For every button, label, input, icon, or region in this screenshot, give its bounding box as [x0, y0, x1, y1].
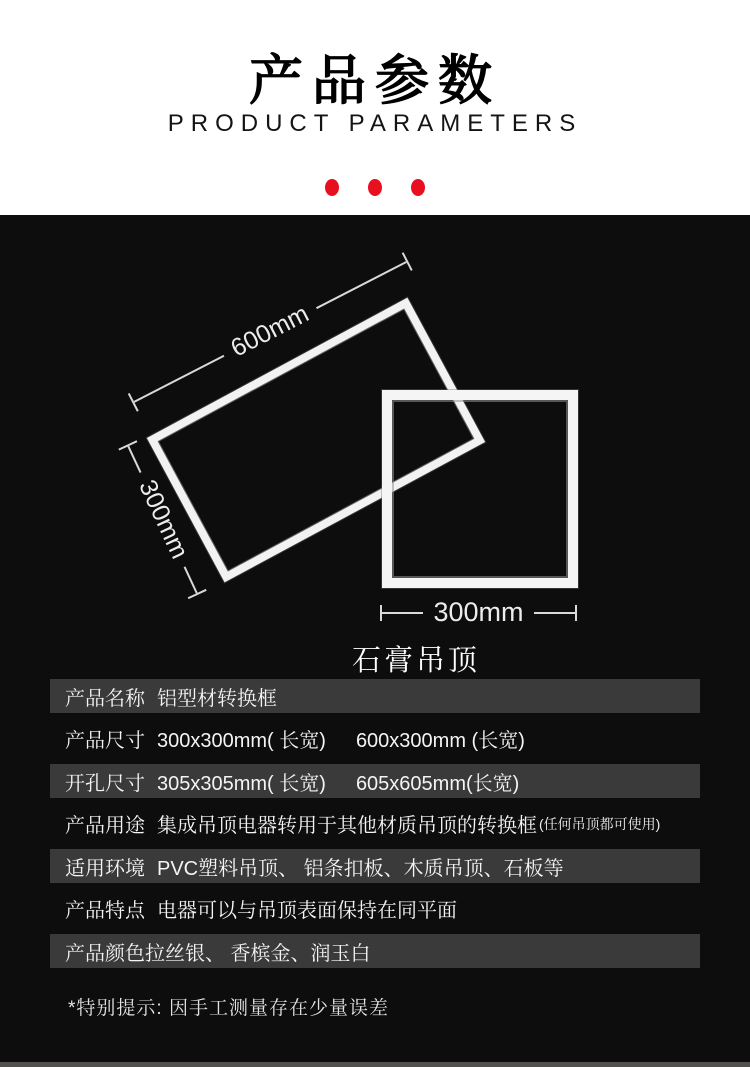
page-title: 产品参数	[249, 51, 501, 111]
dimension-label: 300mm	[433, 597, 524, 627]
spec-label: 产品特点	[65, 900, 145, 922]
dimension-line	[534, 612, 575, 614]
spec-row-features	[50, 892, 700, 926]
dimension-line	[184, 566, 198, 593]
spec-table	[0, 679, 750, 977]
page-subtitle: PRODUCT PARAMETERS	[167, 110, 583, 137]
red-dot-icon	[325, 179, 339, 196]
spec-row-cutout-size	[50, 764, 700, 798]
dimension-line	[316, 261, 407, 309]
dimension-line	[382, 612, 423, 614]
spec-value-note: (任何吊顶都可使用)	[539, 815, 661, 832]
spec-label: 产品用途	[65, 815, 145, 837]
header	[0, 0, 750, 215]
spec-label: 产品名称	[65, 687, 145, 710]
spec-value-2: 600x300mm (长宽)	[355, 730, 525, 752]
dimension-line	[133, 354, 224, 402]
spec-value: 集成吊顶电器转用于其他材质吊顶的转换框	[157, 815, 537, 837]
dimension-line	[128, 446, 142, 473]
red-dot-icon	[411, 179, 425, 196]
spec-label: 产品尺寸	[65, 730, 145, 752]
spec-value: 300x300mm( 长宽)	[157, 730, 326, 752]
measurement-disclaimer: *特别提示: 因手工测量存在少量误差	[68, 998, 389, 1019]
spec-value-2: 605x605mm(长宽)	[355, 772, 520, 795]
spec-value: PVC塑料吊顶、 铝条扣板、木质吊顶、石板等	[157, 857, 564, 880]
spec-label: 产品颜色	[65, 942, 145, 965]
spec-value: 拉丝银、 香槟金、润玉白	[145, 942, 371, 965]
dimension-label: 600mm	[226, 299, 314, 363]
dimension-tick	[575, 605, 577, 621]
spec-value: 铝型材转换框	[157, 687, 277, 710]
spec-value: 305x305mm( 长宽)	[157, 772, 326, 795]
red-dot-icon	[368, 179, 382, 196]
spec-value: 电器可以与吊顶表面保持在同平面	[157, 900, 457, 922]
dimension-300mm-bottom	[380, 597, 577, 628]
decorative-dots	[0, 179, 750, 196]
spec-label: 适用环境	[65, 857, 145, 880]
dimension-label: 300mm	[133, 475, 194, 563]
dimension-tick	[188, 589, 207, 599]
spec-row-product-use	[50, 807, 700, 841]
dimension-tick	[128, 393, 139, 412]
spec-row-environment	[50, 849, 700, 883]
diagram-caption: 石膏吊顶	[352, 645, 481, 677]
square-frame-image	[382, 390, 578, 588]
spec-row-product-size	[50, 722, 700, 756]
spec-row-colors	[50, 934, 700, 968]
spec-label: 开孔尺寸	[65, 772, 145, 795]
product-section	[0, 215, 750, 1067]
spec-row-product-name	[50, 679, 700, 713]
next-section-edge	[0, 1062, 750, 1067]
